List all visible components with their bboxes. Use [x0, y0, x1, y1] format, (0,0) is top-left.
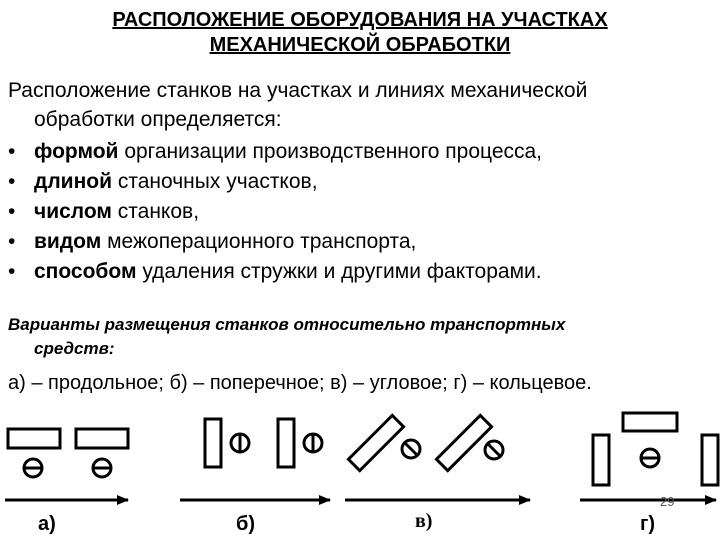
intro-paragraph: [8, 76, 708, 134]
machine-icon: [436, 415, 491, 470]
list-item-keyword: видом: [34, 230, 102, 253]
diagram-label-v: в): [415, 510, 433, 532]
machine-icon: [623, 413, 677, 431]
operator-icon: [402, 440, 420, 458]
intro-line-2: обработки определяется:: [34, 108, 282, 131]
list-item-text: станков,: [111, 200, 200, 223]
list-item-keyword: способом: [34, 260, 137, 283]
list-item: [8, 197, 713, 227]
list-item-keyword: длиной: [34, 170, 113, 193]
diagram-label-g: г): [640, 513, 655, 535]
bullet-icon: •: [8, 230, 16, 253]
placement-options: а) – продольное; б) – поперечное; в) – угловое; г) – кольцевое.: [8, 372, 592, 394]
machine-icon: [8, 429, 60, 448]
bullet-icon: •: [8, 140, 16, 163]
operator-icon: [93, 459, 111, 477]
list-item-keyword: формой: [34, 140, 119, 163]
operator-icon: [485, 441, 503, 459]
list-item-text: межоперационного транспорта,: [101, 230, 417, 253]
bullet-icon: •: [8, 260, 16, 283]
diagram-label-a: а): [38, 513, 56, 535]
variants-line-1: Варианты размещения станков относительно транспортных: [8, 315, 566, 334]
machine-icon: [278, 419, 294, 467]
machine-icon: [76, 429, 128, 448]
operator-icon: [641, 449, 659, 467]
factors-list: [8, 137, 713, 287]
bullet-icon: •: [8, 200, 16, 223]
slide-title: [40, 8, 680, 58]
machine-icon: [593, 435, 609, 485]
page-number: 29: [660, 494, 675, 509]
list-item: [8, 227, 713, 257]
diagram-a-longitudinal: [5, 429, 128, 500]
title-line-2: МЕХАНИЧЕСКОЙ ОБРАБОТКИ: [209, 34, 511, 56]
variants-heading: [8, 313, 708, 361]
list-item: [8, 167, 713, 197]
operator-icon: [304, 434, 322, 452]
operator-icon: [231, 434, 249, 452]
layout-diagrams: [0, 400, 720, 540]
title-line-1: РАСПОЛОЖЕНИЕ ОБОРУДОВАНИЯ НА УЧАСТКАХ: [112, 9, 608, 31]
list-item: [8, 257, 713, 287]
operator-icon: [24, 459, 42, 477]
diagram-label-b: б): [236, 513, 256, 535]
variants-line-2: средств:: [34, 339, 115, 358]
list-item-text: организации производственного процесса,: [118, 140, 543, 163]
list-item-keyword: числом: [34, 200, 112, 223]
list-item-text: удаления стружки и другими факторами.: [136, 260, 542, 283]
bullet-icon: •: [8, 170, 16, 193]
diagram-b-transverse: [180, 419, 330, 500]
machine-icon: [205, 419, 221, 467]
intro-line-1: Расположение станков на участках и линиях механической: [8, 79, 588, 102]
list-item-text: станочных участков,: [112, 170, 318, 193]
machine-icon: [702, 435, 718, 485]
diagram-g-ring: [580, 413, 718, 500]
diagram-drawing: [0, 400, 720, 540]
machine-icon: [348, 415, 403, 470]
list-item: [8, 137, 713, 167]
diagram-v-angular: [345, 415, 530, 500]
